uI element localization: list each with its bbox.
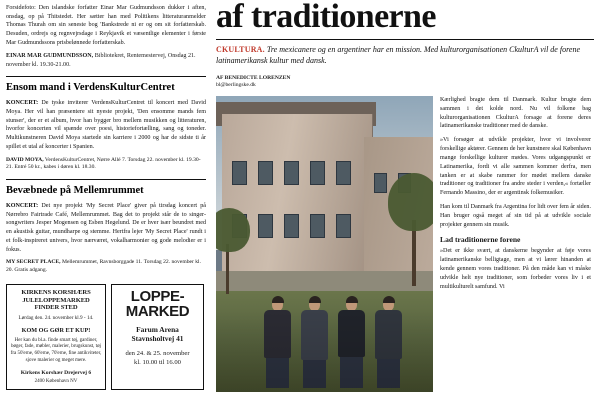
page-title: af traditionerne [216, 0, 436, 35]
story-1-body [6, 99, 206, 152]
story-2-text: Det nye projekt 'My Secret Place' giver på tirsdag koncert på Nørrebro Fairtrade Café, Mellemrummet. Bag det to projekt står de to singer-songwriters Jesper Mogensen og Esben Hegelund. De er hver især beundret med en akustisk guitar, mundharpe og stemme. Hertfra lejer 'My Secret Place' rundt i et folk-inspireret univers, hvor nærværet, vokalharmonier og gode melodier er i fokus. [6, 202, 206, 253]
story-2-kicker: KONCERT: [6, 202, 39, 209]
story-2-info-text: Mellemrummet, Ravnsborggade 11. Torsdag 22. november kl. 20. Gratis adgang. [6, 259, 201, 274]
photo-window [258, 214, 273, 238]
advertisement-row [6, 284, 206, 390]
left-column [0, 0, 212, 400]
photo-person-hair [346, 296, 358, 303]
photo-window [232, 161, 247, 185]
article-paragraph-2: »Vi forsøger at udvikle projekter, hvor vi involverer forskellige aktører. Gennem de her kunstnere skal København mange forskellige kulturer mødes. Vores udgangspunkt er Latinamerika, fordi vi alle sammen kommer derfra, men tanken er at skabe rammer for mødet mellem danske traditioner og traditioner fra andre steder i verden,« fortæller Fernando Massino, der er argentinsk folkemusiker. [440, 137, 591, 197]
byline-details: Bibliotekret, Rentemestervej, Onsdag 21. november kl. 19.30-21.00. [6, 53, 196, 68]
photo-window [284, 214, 299, 238]
story-2-info-bold: MY SECRET PLACE, [6, 259, 61, 266]
author-name: AF BENEDICTE LORENZEN [216, 74, 291, 81]
ad-loppe-dates: den 24. & 25. november [125, 350, 190, 358]
article-paragraph-1: Kærlighed bragte dem til Danmark. Kultur brugte dem sammen i det kolde nord. Nu vil folkene bag kulturorganisationen CkulturA forsage at forene deres latinamerikanske traditioner med de danske. [440, 97, 591, 130]
ad-church-address: Kirkens Korshær Drejervej 6 [20, 369, 92, 376]
photo-vignette [216, 309, 433, 392]
article-paragraph-4: »Det er ikke svært, at danskerne begynder at føje vores latinamerikanske belligtage, men at vi lærer hinanden at kende gennem vores traditioner. På den måde kan vi måske udvikle helt nye traditioner, som forbeder vores liv i et multikulturelt samfund. Vi [440, 248, 591, 290]
photo-window [336, 214, 351, 238]
story-1-info [6, 157, 206, 173]
story-1-text: De tyske inviterer VerdensKulturCentret til koncert med David Moya. Her vil han præsentere sit nyeste projekt, 'Den ensomme mands fem stunser', der er et album, hvor han bygger bro mellem musikken og litteraturen, hvorfor koncerten vil spænde over poesi, historiefortælling, sang og toneder. Multikunstneren David Moya startede sin karriere i 2000 og har de sidste ti år spillet et utal af koncerter i Spanien. [6, 100, 206, 150]
ad-loppe-address: Stavnsholtvej 41 [131, 333, 184, 343]
ad-loppe-venue: Farum Arena [136, 325, 179, 335]
photo-column [216, 96, 440, 392]
article-text-column [440, 96, 591, 392]
front-photo-byline [6, 52, 206, 69]
story-1-info-bold: DAVID MOYA, [6, 156, 44, 163]
divider-2 [6, 179, 206, 180]
divider [6, 76, 206, 77]
photo-person-hair [272, 296, 284, 303]
front-photo-caption: Forsidefoto: Den islandske forfatter Einar Mar Gudmundsson dukker i aften, onsdag, op på Thitstedet. Her sætter han med Politikens litteraturanmelder Thomas Thurah om sin seneste bog 'Bankstrede ni er og om sit forfatterskab. Desuden, ordrejs og regnvejrsdage i Reykjavik et væsentlige elementer i første Mar Gudmundssons prisbelønnede forfatterskab. [6, 5, 206, 46]
standfirst-brand: CKULTURA. [216, 45, 265, 55]
article-grid [216, 96, 594, 392]
ad-loppe-market [111, 284, 204, 390]
ad-loppe-title-2: MARKED [125, 303, 190, 321]
article-paragraph-3: Han kom til Danmark fra Argentina for lidt over fem år siden. Han bruger også meget af sin tid på at udvikle sociale projekter gennem sin musik. [440, 204, 591, 228]
ad-church-description: Her kan du bl.a. finde smart tøj, gardiner, bøger, fade, møbler, malerier, brugskunst, tøj fra 50'erne, 60'erne, 70'erne, fine antikviteter, sjove malerier og meget mere. [10, 337, 102, 363]
ad-church-title: KIRKENS KORSHÆRS JULELOPPEMARKED FINDER STED [21, 289, 91, 312]
story-1-info-text: VerdensKulturCentret, Nørre Allé 7. Torsdag 22. november kl. 19.30-21. Entré 50 kr., kabes i døren kl. 18.30. [6, 156, 201, 171]
ad-church-date: Lørdag den. 24. november kl.9 - 14. [18, 314, 94, 321]
photo-path [216, 271, 433, 292]
article-byline [216, 75, 594, 90]
photo-window [258, 161, 273, 185]
photo-window [284, 161, 299, 185]
standfirst [216, 45, 594, 67]
story-1-kicker: KONCERT: [6, 100, 39, 107]
ad-church-city: 2400 København NV [34, 378, 78, 384]
photo-window [310, 214, 325, 238]
ad-loppe-title-1: LOPPE- [130, 288, 185, 306]
story-2-info [6, 259, 206, 275]
article-subheading: Lad traditionerne forene [440, 234, 521, 244]
byline-name: EINAR MAR GUDMUNDSSON, [6, 53, 94, 60]
right-column [212, 0, 600, 400]
photo-window [310, 161, 325, 185]
story-1-headline: Ensom mand i VerdensKulturCentret [6, 82, 175, 94]
photo-person-hair [383, 296, 395, 303]
story-2-headline: Bevæbnede på Mellemrummet [6, 185, 144, 197]
ad-loppe-hours: kl. 10.00 til 16.00 [134, 359, 181, 367]
headline-divider [216, 39, 594, 40]
photo-tree [388, 173, 433, 231]
photo-window [336, 161, 351, 185]
standfirst-text: Tre mexicanere og en argentiner har en mission. Med kulturorganisationen CkulturA vil de forene latinamerikansk kultur med dansk. [216, 45, 580, 66]
article-photo [216, 96, 433, 392]
photo-window [374, 173, 387, 193]
author-email: bl@berlingske.dk [216, 82, 256, 89]
ad-church-callout: KOM OG GØR ET KUP! [21, 326, 91, 334]
ad-church-flea-market [6, 284, 106, 390]
story-2-body [6, 202, 206, 255]
photo-person-hair [309, 296, 321, 303]
